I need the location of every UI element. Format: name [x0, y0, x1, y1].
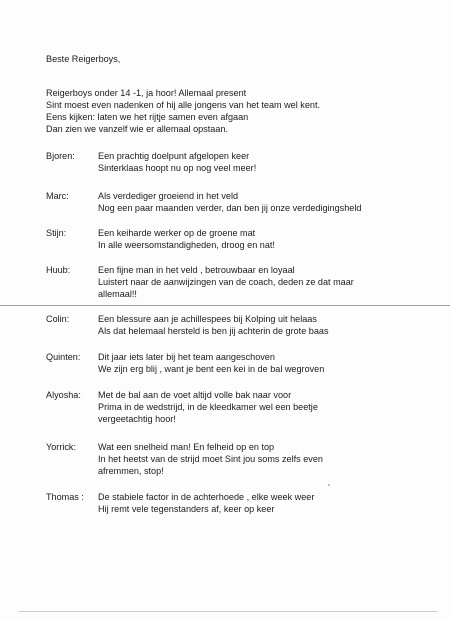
player-verse [98, 351, 428, 375]
player-name: Yorrick: [46, 442, 76, 452]
verse-line: allemaal!! [98, 289, 137, 299]
verse-line: In alle weersomstandigheden, droog en nat! [98, 240, 275, 250]
verse-line: Dit jaar iets later bij het team aangeschoven [98, 352, 275, 362]
player-verse [98, 227, 428, 251]
verse-line: Een keiharde werker op de groene mat [98, 228, 256, 238]
player-verse [98, 150, 428, 174]
verse-line: Als verdediger groeiend in het veld [98, 191, 239, 201]
player-verse [98, 389, 428, 425]
verse-line: Hij remt vele tegenstanders af, keer op keer [98, 504, 275, 514]
paper-fold-line [0, 305, 450, 306]
verse-line: Als dat helemaal hersteld is ben jij achterin de grote baas [98, 326, 329, 336]
player-verse [98, 491, 428, 515]
intro-line: Reigerboys onder 14 -1, ja hoor! Allemaal present [46, 88, 247, 98]
paper-speck [328, 484, 330, 486]
verse-line: Prima in de wedstrijd, in de kleedkamer wel een beetje [98, 402, 318, 412]
verse-line: In het heetst van de strijd moet Sint jou soms zelfs even [98, 454, 323, 464]
player-name: Bjoren: [46, 151, 75, 161]
verse-line: Met de bal aan de voet altijd volle bak naar voor [98, 390, 292, 400]
player-name: Stijn: [46, 228, 67, 238]
player-name: Alyosha: [46, 390, 81, 400]
player-verse [98, 313, 428, 337]
verse-line: Sinterklaas hoopt nu op nog veel meer! [98, 163, 257, 173]
player-name: Quinten: [46, 352, 81, 362]
verse-line: De stabiele factor in de achterhoede , elke week weer [98, 492, 315, 502]
intro-line: Eens kijken: laten we het rijtje samen even afgaan [46, 112, 249, 122]
letter-greeting: Beste Reigerboys, [46, 54, 121, 64]
verse-line: Een fijne man in het veld , betrouwbaar en loyaal [98, 265, 295, 275]
player-verse [98, 264, 428, 300]
player-name: Colin: [46, 314, 70, 324]
verse-line: Nog een paar maanden verder, dan ben jij onze verdedigingsheld [98, 203, 362, 213]
player-name: Huub: [46, 265, 71, 275]
verse-line: afremmen, stop! [98, 466, 164, 476]
verse-line: vergeetachtig hoor! [98, 414, 176, 424]
letter-intro [46, 87, 436, 135]
verse-line: Een blessure aan je achillespees bij Kolping uit helaas [98, 314, 317, 324]
intro-line: Dan zien we vanzelf wie er allemaal opstaan. [46, 124, 228, 134]
verse-line: Een prachtig doelpunt afgelopen keer [98, 151, 250, 161]
paper-fold-line [18, 611, 438, 612]
player-verse [98, 190, 428, 214]
player-name: Marc: [46, 191, 69, 201]
verse-line: Wat een snelheid man! En felheid op en top [98, 442, 275, 452]
player-name: Thomas : [46, 492, 84, 502]
intro-line: Sint moest even nadenken of hij alle jongens van het team wel kent. [46, 100, 320, 110]
player-verse [98, 441, 428, 477]
verse-line: Luistert naar de aanwijzingen van de coach, deden ze dat maar [98, 277, 354, 287]
verse-line: We zijn erg blij , want je bent een kei in de bal wegroven [98, 364, 325, 374]
